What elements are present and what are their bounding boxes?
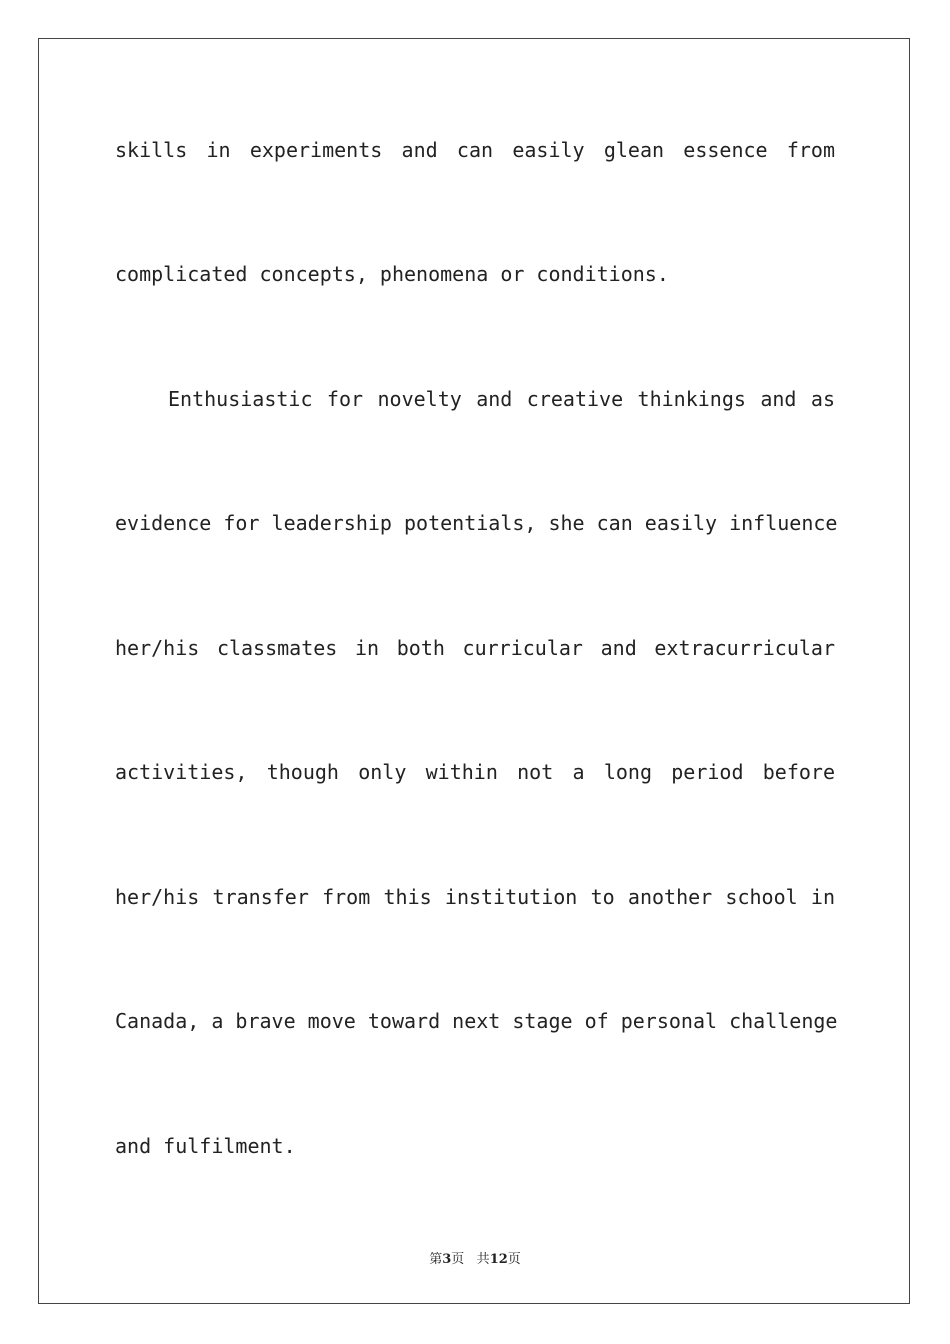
total-prefix: 共 (476, 1252, 490, 1267)
text-line: complicated concepts, phenomena or conditions. (115, 262, 669, 286)
text-line: Canada, a brave move toward next stage of personal challenge (115, 1009, 838, 1033)
text-line: her/his classmates in both curricular and extracurricular (115, 636, 835, 660)
paragraph-start-line: Enthusiastic for novelty and creative thinkings and as (168, 387, 835, 411)
page-footer (0, 1248, 950, 1267)
text-line: evidence for leadership potentials, she can easily influence (115, 511, 838, 535)
page-number: 3 (442, 1252, 452, 1267)
total-suffix: 页 (507, 1252, 521, 1267)
text-line: and fulfilment. (115, 1134, 296, 1158)
text-line: activities, though only within not a long period before (115, 760, 835, 784)
total-pages: 12 (489, 1252, 508, 1267)
page-suffix: 页 (451, 1252, 465, 1267)
page-border (38, 38, 910, 1304)
text-line: her/his transfer from this institution to another school in (115, 885, 835, 909)
page-prefix: 第 (429, 1252, 443, 1267)
text-line: skills in experiments and can easily glean essence from (115, 138, 835, 162)
